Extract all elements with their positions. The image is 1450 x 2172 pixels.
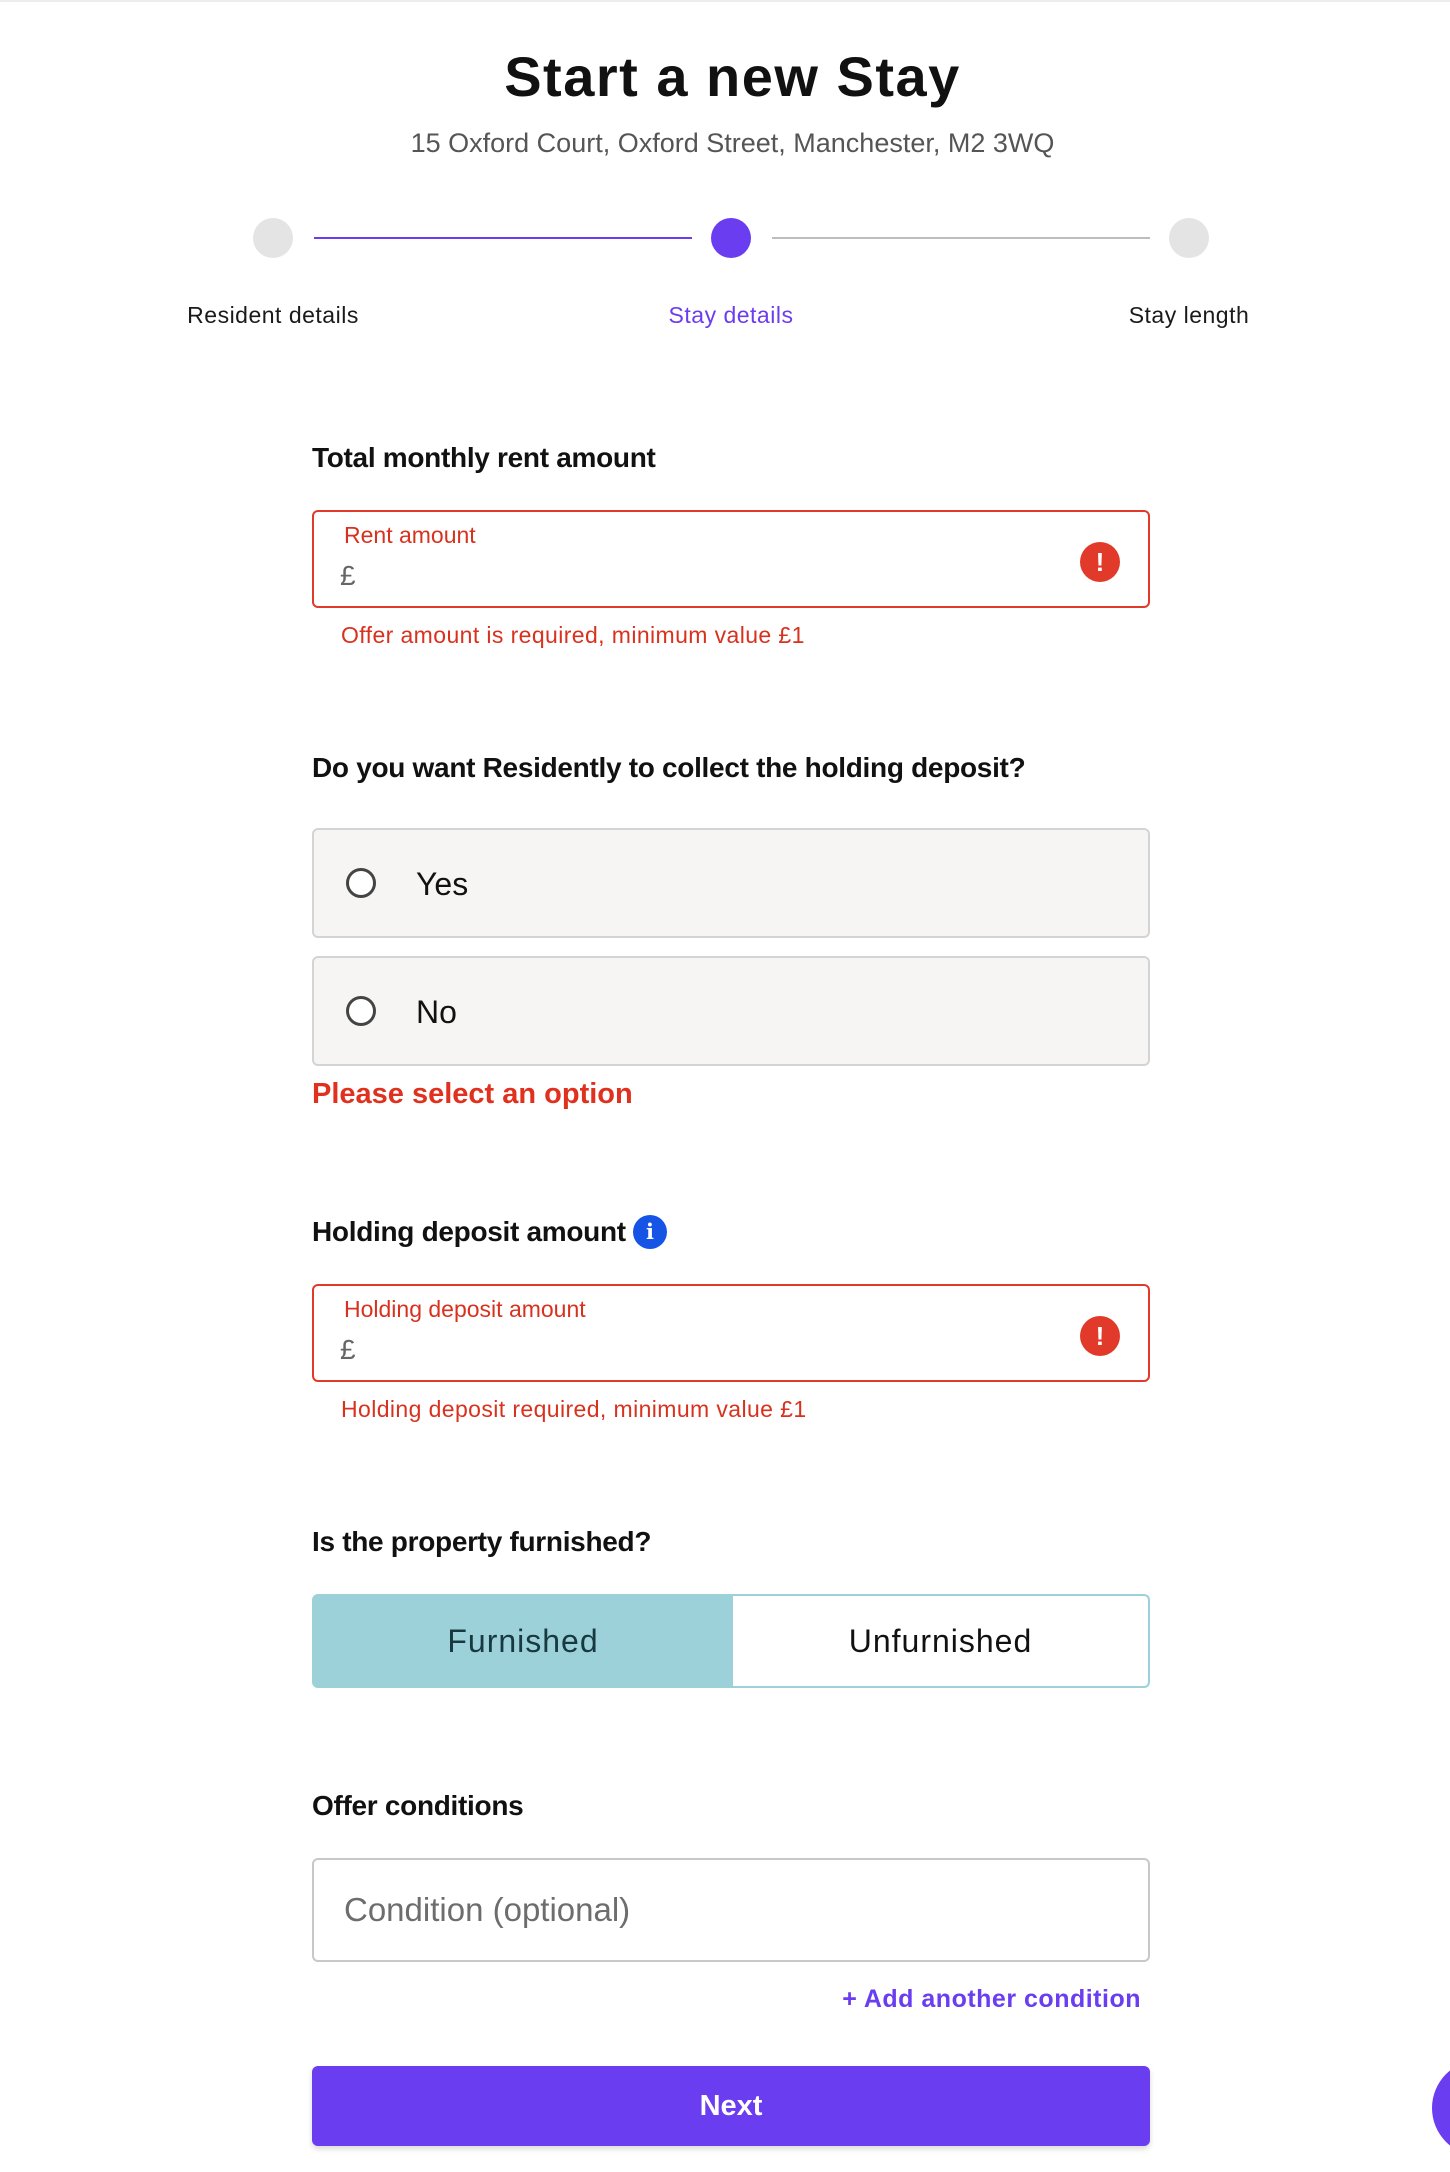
- currency-symbol: £: [340, 1334, 356, 1365]
- add-condition-link[interactable]: + Add another condition: [842, 1985, 1141, 2013]
- error-icon: !: [1080, 1316, 1120, 1356]
- holding-deposit-option-yes[interactable]: [312, 828, 1150, 938]
- holding-deposit-question-label: Do you want Residently to collect the holding deposit?: [312, 752, 1026, 783]
- furnished-question-label: Is the property furnished?: [312, 1526, 652, 1557]
- rent-amount-input[interactable]: [372, 558, 1056, 596]
- radio-button-icon[interactable]: [346, 868, 376, 898]
- holding-deposit-option-no[interactable]: [312, 956, 1150, 1066]
- step-label-resident-details[interactable]: Resident details: [187, 302, 359, 328]
- property-address: 15 Oxford Court, Oxford Street, Manchester, M2 3WQ: [410, 128, 1055, 158]
- offer-conditions-label: Offer conditions: [312, 1790, 524, 1821]
- chat-launcher-icon[interactable]: [1432, 2060, 1450, 2156]
- page-title: Start a new Stay: [504, 45, 961, 108]
- holding-deposit-amount-field[interactable]: [312, 1284, 1150, 1382]
- radio-button-icon[interactable]: [346, 996, 376, 1026]
- step-label-stay-length: Stay length: [1128, 302, 1250, 328]
- error-icon: !: [1080, 542, 1120, 582]
- next-button[interactable]: Next: [312, 2066, 1150, 2146]
- step-dot-stay-details: [711, 218, 751, 258]
- unfurnished-toggle-option[interactable]: Unfurnished: [733, 1594, 1150, 1688]
- holding-deposit-amount-error: Holding deposit required, minimum value £1: [341, 1396, 807, 1422]
- holding-deposit-amount-input[interactable]: [372, 1332, 1056, 1370]
- holding-deposit-amount-label: Holding deposit amount: [312, 1216, 626, 1247]
- info-icon[interactable]: i: [633, 1215, 667, 1249]
- condition-input[interactable]: [312, 1858, 1150, 1962]
- option-label: Yes: [416, 866, 469, 902]
- furnished-toggle-option[interactable]: Furnished: [312, 1594, 734, 1688]
- currency-symbol: £: [340, 560, 356, 591]
- rent-section-label: Total monthly rent amount: [312, 442, 656, 473]
- step-connector-completed: [314, 237, 692, 239]
- step-label-stay-details: Stay details: [668, 302, 794, 328]
- holding-deposit-field-label: Holding deposit amount: [344, 1296, 586, 1322]
- step-connector-upcoming: [772, 237, 1150, 239]
- rent-amount-error: Offer amount is required, minimum value £1: [341, 622, 805, 648]
- rent-amount-field-label: Rent amount: [344, 522, 476, 548]
- holding-deposit-question-error: Please select an option: [312, 1078, 633, 1110]
- step-dot-stay-length: [1169, 218, 1209, 258]
- option-label: No: [416, 994, 457, 1030]
- top-divider: [0, 0, 1450, 2]
- rent-amount-field[interactable]: [312, 510, 1150, 608]
- step-dot-resident-details[interactable]: [253, 218, 293, 258]
